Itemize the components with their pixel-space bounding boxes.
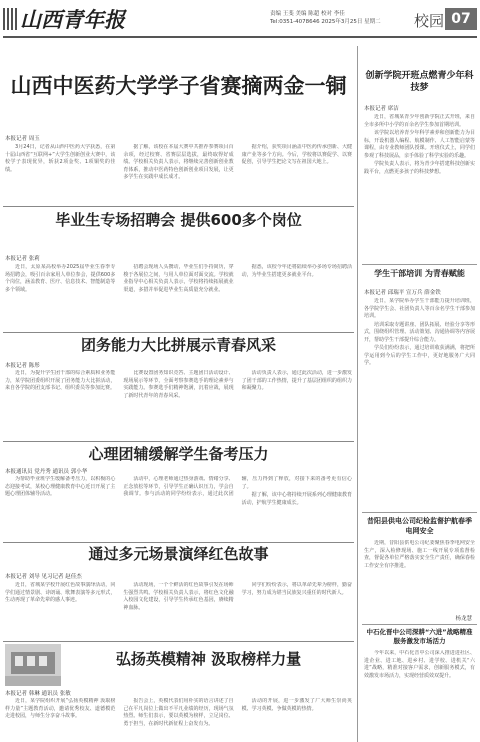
article1-byline: 本报记者 周玉 <box>5 136 40 142</box>
side3-author: 杨龙慧 <box>455 616 472 622</box>
divider <box>362 264 477 265</box>
article3-body <box>5 370 352 438</box>
article2-para: 招聘会现场人头攒动，毕业生们手持简历，穿梭于各展位之间，与用人单位面对面交流。学校就业指导中心相关负责人表示，学校将持续拓展就业渠道，多措并举促进毕业生高质量充分就业。 <box>123 264 234 293</box>
main-column <box>3 46 354 742</box>
article5-para: 近日，省城某学校开展红色故事演绎活动，同学们通过情景剧、诗朗诵、歌舞表演等多元形式，生动再现了革命先辈的感人事迹。 <box>5 582 116 603</box>
qr-code-icon <box>3 8 18 30</box>
side4-body <box>364 650 475 742</box>
article6-para: 活动的开展，进一步激发了广大师生崇尚英模、学习英模、争做英模的热情。 <box>241 698 352 712</box>
article3-para: 近日，为提升学生团干部的综合素质和业务能力，某学院团委组织开展了团务能力大比拼活动，来自各学院的团支部书记、组织委员等参加比赛。 <box>5 370 116 391</box>
masthead <box>0 0 480 46</box>
article3-byline: 本报记者 陈彤 <box>5 363 40 369</box>
article2-headline: 毕业生专场招聘会 提供600多个岗位 <box>55 211 302 229</box>
article4-headline: 心理团辅缓解学生备考压力 <box>88 445 269 463</box>
article4-para: 活动中，心理老师通过热身游戏、情绪分享、正念放松等环节，引导学生正确认识压力，学会自我调节。参与活动的同学纷纷表示，通过此次团辅，压力得到了释放，对接下来的备考更有信心了。 <box>123 476 352 497</box>
article4-para: 据了解，该中心将持续开展系列心理健康教育活动，护航学生健康成长。 <box>241 492 352 506</box>
article2-para: 近日，太原某高校举办2025届毕业生春季专场招聘会，吸引百余家用人单位参会，提供600多个岗位，涵盖教育、医疗、信息技术、智能制造等多个领域。 <box>5 264 116 293</box>
article4-body <box>5 476 352 538</box>
article3-headline: 团务能力大比拼展示青春风采 <box>80 336 276 354</box>
article5-para: 同学们纷纷表示，将以革命先辈为榜样，勤奋学习，努力成为堪当民族复兴重任的时代新人。 <box>241 582 352 596</box>
divider <box>3 441 354 442</box>
side1-para: 近日，省城某青少年创新学院正式开班，来自全市多所中小学的百余名学生参加首期培训。 <box>364 114 475 128</box>
article6-para: 近日，某学院组织开展“弘扬英模精神 汲取榜样力量”主题教育活动，邀请优秀校友、道德模范走进校园，与师生分享奋斗故事。 <box>5 698 116 719</box>
divider <box>3 206 354 207</box>
article6-byline: 本报记者 韩琳 通讯员 张敏 <box>5 691 71 697</box>
side4-para: 今年以来，中石化晋中公司深入推进进社区、进企业、进工地、进乡村、进学校、进机关“六进”战略，精准对接客户需求，创新服务模式，有效激发市场活力，实现经营质效双提升。 <box>364 650 475 679</box>
side2-headline: 学生干部培训 为青春赋能 <box>374 269 465 278</box>
article4-byline: 本报通讯员 党丹秀 通讯员 郭小华 <box>5 469 88 475</box>
side2-para: 学员们纷纷表示，通过培训收获满满，将把所学运用到今后的学生工作中，更好地服务广大同学。 <box>364 345 475 366</box>
article2-para: 据悉，该校今年还将陆续举办多场专场招聘活动，为毕业生搭建更多就业平台。 <box>241 264 352 278</box>
top-rule <box>3 36 477 38</box>
article2-byline: 本报记者 张莉 <box>5 256 40 262</box>
side2-para: 近日，某学院举办学生干部能力提升培训班，各学院学生会、社团负责人等百余名学生干部参加培训。 <box>364 298 475 319</box>
side1-headline: 创新学院开班点燃青少年科技梦 <box>365 71 474 93</box>
newspaper-logo: 山西青年报 <box>20 7 125 32</box>
article5-headline: 通过多元场景演绎红色故事 <box>88 545 269 563</box>
article1-body <box>5 144 352 202</box>
divider <box>362 512 477 513</box>
side2-para: 培训采取专题讲座、团队拓展、经验分享等形式，围绕组织管理、活动策划、沟通协调等内容展开，帮助学生干部提升综合能力。 <box>364 321 475 343</box>
side3-para: 近期，昔阳县供电公司纪委聚焦春季电网安全生产，深入检修现场、施工一线开展专项监督检查，督促各单位严格落实安全生产责任，确保春检工作安全有序推进。 <box>364 540 475 569</box>
editor-line: 责编 王斐 美编 陈超 校对 李佳 <box>270 11 345 17</box>
article6-body <box>5 698 352 742</box>
side1-para: 学院负责人表示，将为青少年搭建科技创新实践平台，点燃更多孩子的科技梦想。 <box>364 161 475 175</box>
article5-body <box>5 582 352 638</box>
article2-body <box>5 264 352 328</box>
article6-headline: 弘扬英模精神 汲取榜样力量 <box>115 650 302 668</box>
side2-byline: 本报记者 邱瑞平 宣万兵 薛金铁 <box>364 290 441 296</box>
article6-para: 报告会上，英模代表们用朴实的语言讲述了自己在平凡岗位上做出不平凡业绩的经历，现场气氛热烈。师生们表示，要以英模为榜样，立足岗位、勇于担当，在新时代新征程上奋发有为。 <box>123 698 234 727</box>
side3-body <box>364 540 475 612</box>
article1-para: 3月24日，记者从山西中医药大学获悉，在第十届山西省“互联网+”大学生创新创业大赛中，该校学子表现优异，斩获2项金奖、1项铜奖的佳绩。 <box>5 144 116 173</box>
side1-body <box>364 114 475 262</box>
article4-para: 为帮助毕业班学生缓解备考压力，以积极的心态迎接考试，某校心理健康教育中心近日开展了主题心理团体辅导活动。 <box>5 476 116 497</box>
article3-para: 比赛设置团务知识竞答、主题团日活动设计、现场展示等环节，全面考察参赛选手的理论素养与实践能力。参赛选手们精神饱满，沉着应战，展现了新时代青年的青春风采。 <box>123 370 234 399</box>
article1-para: 据了解，该校在本届大赛中共推荐参赛项目百余项，经过校赛、省赛层层选拔，最终取得好成绩。学校相关负责人表示，将继续完善创新创业教育体系，推动中医药特色创新创业项目发展，让更多学生在实践中成长成才。 <box>123 144 234 180</box>
side-column <box>357 46 478 742</box>
divider <box>3 332 354 333</box>
article3-para: 活动负责人表示，通过此次活动，进一步激发了团干部的工作热情，提升了基层团组织的组织力和凝聚力。 <box>241 370 352 391</box>
side2-body <box>364 298 475 508</box>
page-number: 07 <box>445 8 477 30</box>
article1-para: 据介绍，获奖项目涵盖中医药传承创新、大健康产业等多个方向。今后，学校将以赛促学、以赛促创，引导学生把论文写在祖国大地上。 <box>241 144 352 165</box>
date-line: Tel:0351-4078646 2025年3月25日 星期二 <box>270 19 381 25</box>
side4-headline: 中石化晋中公司深耕“六进”战略精准服务激发市场活力 <box>366 628 473 645</box>
divider <box>362 624 477 625</box>
article5-para: 活动现场，一个个鲜活的红色故事引发在场师生强烈共鸣。学校相关负责人表示，将红色文化融入校园文化建设，引导学生传承红色基因，赓续精神血脉。 <box>123 582 234 611</box>
honor-wall-illustration <box>5 644 61 686</box>
side3-headline: 昔阳县供电公司纪检监督护航春季电网安全 <box>367 517 472 535</box>
side1-byline: 本报记者 席洁 <box>364 106 399 112</box>
editor-info <box>270 10 390 26</box>
article5-byline: 本报记者 刘导 见习记者 赵佳杰 <box>5 574 82 580</box>
article1-headline: 山西中医药大学学子省赛摘两金一铜 <box>10 74 347 98</box>
section-title: 校园 <box>414 12 445 30</box>
side1-para: 该学院以培养青少年科学素养和创新能力为目标，开设机器人编程、航模制作、人工智能启蒙等课程，由专业教师团队授课。开班仪式上，同学们参观了科技展品，亲手体验了科学实验的乐趣。 <box>364 130 475 159</box>
divider <box>3 641 354 642</box>
article6-photo <box>5 644 61 686</box>
